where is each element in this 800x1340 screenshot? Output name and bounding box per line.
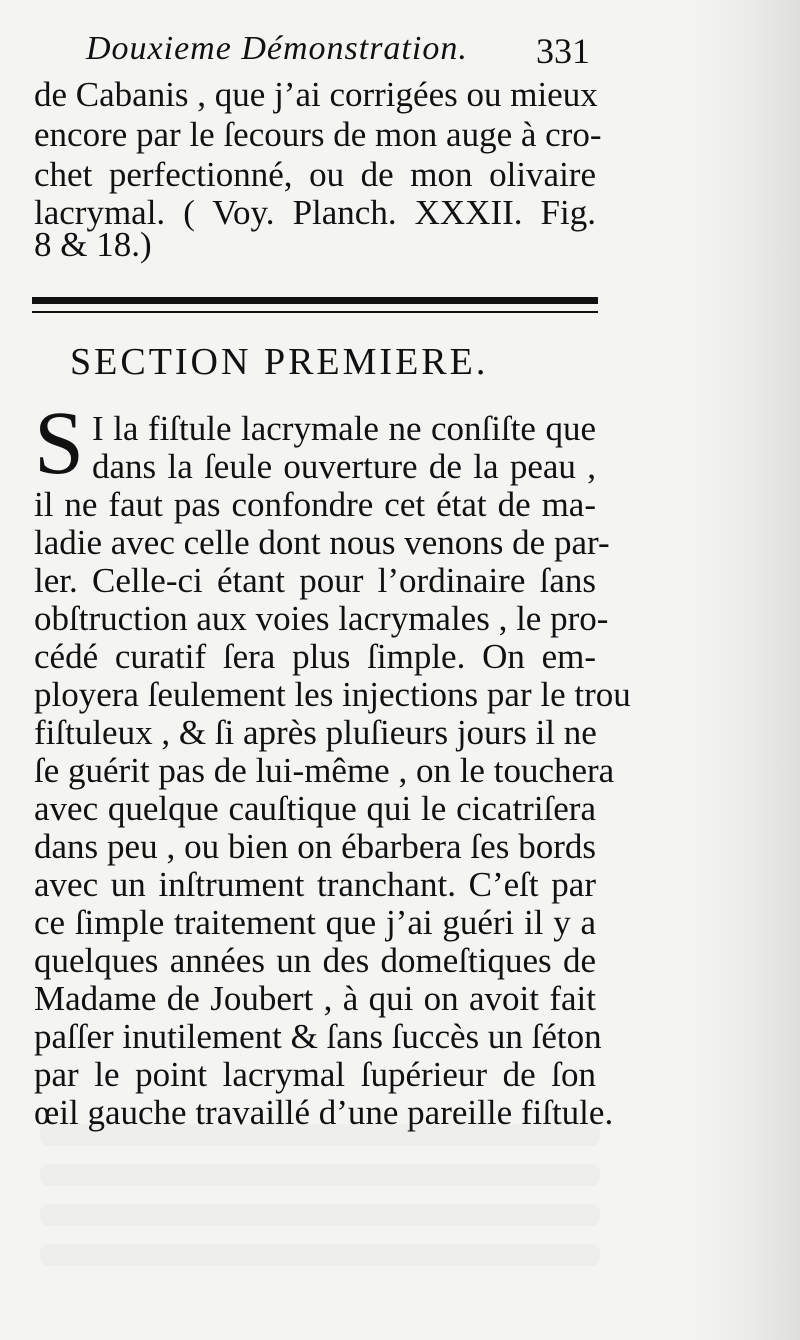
text-line: de Cabanis , que j’ai corrigées ou mieux: [34, 75, 598, 114]
text-line: fiſtuleux , & ſi après pluſieurs jours il ne: [34, 713, 597, 752]
page-edge-shadow: [690, 0, 800, 1340]
text-line: encore par le ſecours de mon auge à cro-: [34, 115, 602, 154]
text-line: Madame de Joubert , à qui on avoit fait: [34, 979, 596, 1018]
text-line: avec quelque cauſtique qui le cicatriſera: [34, 789, 596, 828]
bleed-through-shadow: [40, 1164, 600, 1186]
text-line: ployera ſeulement les injections par le trou: [34, 675, 631, 714]
text-line: I la fiſtule lacrymale ne conſiſte que: [92, 409, 596, 448]
page-number: 331: [536, 31, 590, 71]
text-line: obſtruction aux voies lacrymales , le pro-: [34, 599, 609, 638]
text-line: dans la ſeule ouverture de la peau ,: [92, 447, 596, 486]
section-title: SECTION PREMIERE.: [70, 341, 489, 383]
text-line: quelques années un des domeſtiques de: [34, 941, 596, 980]
text-line: par le point lacrymal ſupérieur de ſon: [34, 1055, 596, 1094]
text-line: 8 & 18.): [34, 225, 152, 264]
text-line: ſe guérit pas de lui-même , on le touchera: [34, 751, 615, 790]
running-head: Douxieme Démonstration.: [86, 30, 468, 67]
section-rule-thick: [32, 297, 598, 304]
text-line: lacrymal. ( Voy. Planch. XXXII. Fig.: [34, 193, 596, 232]
text-line: chet perfectionné, ou de mon olivaire: [34, 155, 596, 194]
text-line: dans peu , ou bien on ébarbera ſes bords: [34, 827, 596, 866]
bleed-through-shadow: [40, 1244, 600, 1266]
text-line: ladie avec celle dont nous venons de par-: [34, 523, 610, 562]
section-rule-thin: [32, 311, 598, 313]
text-line: avec un inſtrument tranchant. C’eſt par: [34, 865, 596, 904]
text-line: il ne faut pas confondre cet état de ma-: [34, 485, 596, 524]
text-line: ce ſimple traitement que j’ai guéri il y a: [34, 903, 596, 942]
text-line: ler. Celle-ci étant pour l’ordinaire ſans: [34, 561, 596, 600]
bleed-through-shadow: [40, 1124, 600, 1146]
text-line: œil gauche travaillé d’une pareille fiſtule.: [34, 1093, 614, 1132]
text-line: cédé curatif ſera plus ſimple. On em-: [34, 637, 596, 676]
bleed-through-shadow: [40, 1204, 600, 1226]
text-line: paſſer inutilement & ſans ſuccès un ſéton: [34, 1017, 602, 1056]
drop-cap: S: [34, 394, 85, 493]
